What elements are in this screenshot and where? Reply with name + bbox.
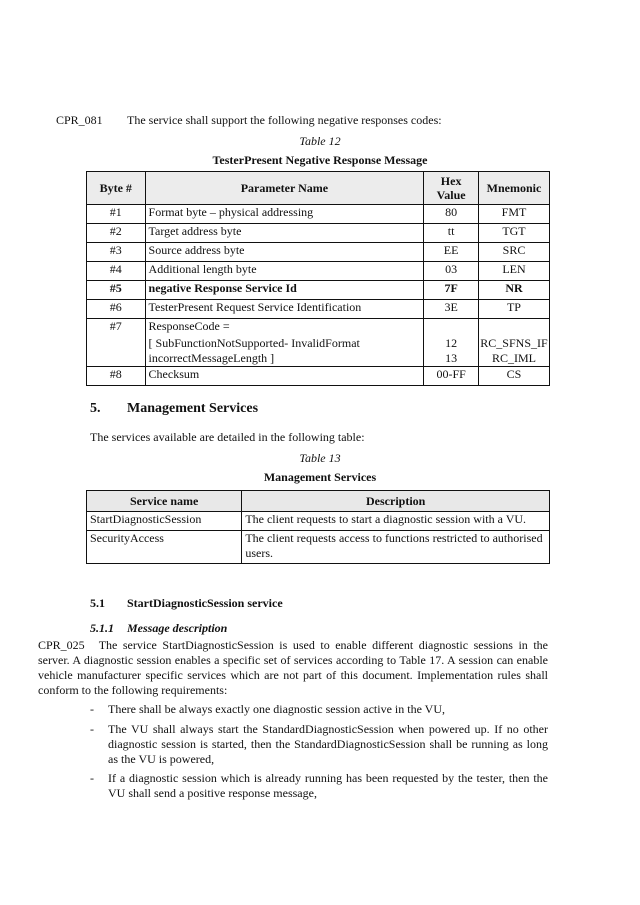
table-cell: #6 bbox=[87, 300, 146, 319]
section5-title: Management Services bbox=[127, 401, 259, 416]
table-row bbox=[87, 205, 550, 224]
bullet-mark: - bbox=[90, 722, 94, 736]
table12-header-byte: Byte # bbox=[87, 172, 146, 205]
table-cell: FMT bbox=[478, 205, 549, 224]
table-cell: Source address byte bbox=[145, 243, 424, 262]
table-cell: EE bbox=[424, 243, 479, 262]
table-cell: NR bbox=[478, 281, 549, 300]
table-cell: StartDiagnosticSession bbox=[87, 512, 242, 531]
table-cell: #4 bbox=[87, 262, 146, 281]
section5-intro: The services available are detailed in the following table: bbox=[90, 430, 365, 444]
bullet-text: The VU shall always start the StandardDiagnosticSession when powered up. If no other diagnostic session is started, then the StandardDiagnosticSession shall be running as long as the VU is powered, bbox=[108, 722, 548, 766]
table-row bbox=[87, 243, 550, 262]
requirement-id-cpr025: CPR_025 bbox=[38, 638, 85, 652]
cell-line: RC_SFNS_IF bbox=[480, 336, 548, 350]
requirement-text-cpr025: The service StartDiagnosticSession is used to enable different diagnostic sessions in the server. A diagnostic session enables a specific set of services according to Table 17. A session can enable vehicle manufacturer specific services which are not part of this document. Implementation rules shall conform to the following requirements: bbox=[38, 638, 548, 697]
table-row bbox=[87, 224, 550, 243]
section511-title: Message description bbox=[127, 621, 228, 635]
table-cell: TGT bbox=[478, 224, 549, 243]
section511-number: 5.1.1 bbox=[90, 621, 114, 635]
table-cell: tt bbox=[424, 224, 479, 243]
table-row bbox=[87, 281, 550, 300]
table-cell: TesterPresent Request Service Identification bbox=[145, 300, 424, 319]
table-cell: 03 bbox=[424, 262, 479, 281]
table-row bbox=[87, 512, 550, 531]
table-cell bbox=[478, 319, 549, 367]
table13-header-row bbox=[87, 491, 550, 512]
table-cell: TP bbox=[478, 300, 549, 319]
table-cell: SecurityAccess bbox=[87, 531, 242, 564]
section51-number: 5.1 bbox=[90, 596, 105, 610]
cell-line: 12 bbox=[445, 336, 458, 350]
requirement-cpr025 bbox=[38, 638, 548, 698]
table-cell: #3 bbox=[87, 243, 146, 262]
table-cell: Checksum bbox=[145, 367, 424, 386]
table-row bbox=[87, 531, 550, 564]
table-cell: Additional length byte bbox=[145, 262, 424, 281]
table12 bbox=[86, 171, 550, 386]
table-row bbox=[87, 262, 550, 281]
table-cell: CS bbox=[478, 367, 549, 386]
cell-line: #7 bbox=[109, 319, 122, 333]
table-cell: negative Response Service Id bbox=[145, 281, 424, 300]
table-row bbox=[87, 367, 550, 386]
table-cell: #2 bbox=[87, 224, 146, 243]
table-cell bbox=[424, 319, 479, 367]
table12-header-parameter: Parameter Name bbox=[145, 172, 424, 205]
table-cell: #1 bbox=[87, 205, 146, 224]
table13 bbox=[86, 490, 550, 564]
bullet-mark: - bbox=[90, 702, 94, 716]
requirement-text-cpr081: The service shall support the following negative responses codes: bbox=[127, 113, 442, 127]
cell-line: incorrectMessageLength ] bbox=[148, 351, 275, 365]
table-row bbox=[87, 300, 550, 319]
section51-title: StartDiagnosticSession service bbox=[127, 596, 283, 610]
table12-number: Table 12 bbox=[299, 134, 341, 148]
table-row bbox=[87, 319, 550, 367]
table-cell: Target address byte bbox=[145, 224, 424, 243]
table-cell: 00-FF bbox=[424, 367, 479, 386]
table13-header-service: Service name bbox=[87, 491, 242, 512]
cell-line: RC_IML bbox=[491, 351, 536, 365]
table-cell: LEN bbox=[478, 262, 549, 281]
cell-line: 13 bbox=[445, 351, 458, 365]
section5-number: 5. bbox=[90, 401, 101, 416]
table-cell: 80 bbox=[424, 205, 479, 224]
table-cell: The client requests access to functions restricted to authorised users. bbox=[242, 531, 550, 564]
bullet-text: If a diagnostic session which is already running has been requested by the tester, then the VU shall send a positive response message, bbox=[108, 771, 548, 800]
table12-header-hex: Hex Value bbox=[424, 172, 479, 205]
cell-line: [ SubFunctionNotSupported- InvalidFormat bbox=[148, 336, 360, 350]
table-cell: SRC bbox=[478, 243, 549, 262]
table-cell: #5 bbox=[87, 281, 146, 300]
table13-number: Table 13 bbox=[299, 451, 341, 465]
table-cell bbox=[145, 319, 424, 367]
table-cell: 7F bbox=[424, 281, 479, 300]
table-cell: 3E bbox=[424, 300, 479, 319]
table13-title: Management Services bbox=[263, 470, 377, 484]
table-cell: The client requests to start a diagnostic session with a VU. bbox=[242, 512, 550, 531]
table-cell: Format byte – physical addressing bbox=[145, 205, 424, 224]
table-cell bbox=[87, 319, 146, 367]
bullet-text: There shall be always exactly one diagnostic session active in the VU, bbox=[108, 702, 446, 716]
bullet-mark: - bbox=[90, 771, 94, 785]
table12-header-mnemonic: Mnemonic bbox=[478, 172, 549, 205]
table12-title: TesterPresent Negative Response Message bbox=[212, 153, 428, 167]
table-cell: #8 bbox=[87, 367, 146, 386]
cell-line: ResponseCode = bbox=[148, 319, 230, 333]
requirement-id-cpr081: CPR_081 bbox=[56, 113, 103, 127]
table13-header-description: Description bbox=[242, 491, 550, 512]
table12-header-row bbox=[87, 172, 550, 205]
